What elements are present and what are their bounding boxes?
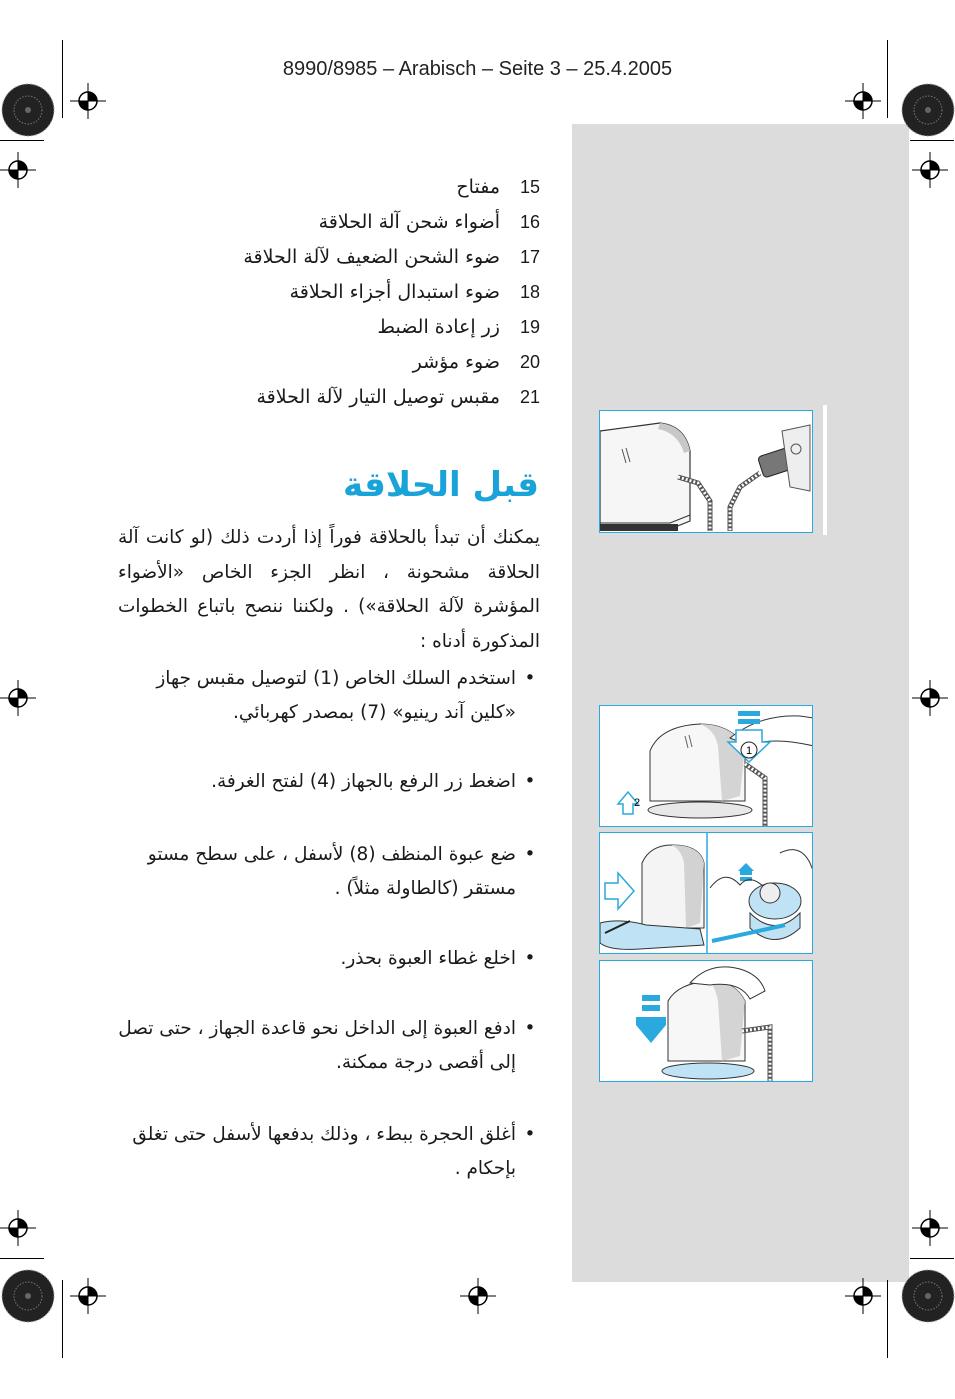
part-number: 21 [519,387,540,407]
step-item [105,1118,540,1186]
part-number: 17 [519,247,540,267]
registration-mark-icon [0,152,36,188]
step-item [105,662,540,730]
print-header: 8990/8985 – Arabisch – Seite 3 – 25.4.2005 [282,58,673,80]
registration-mark-icon [0,680,36,716]
bullet: • [524,844,536,865]
registration-mark-icon [912,1210,948,1246]
figure-shadow [823,405,827,535]
parts-list [240,170,540,415]
figure-cartridge-placement [599,832,813,954]
part-label: ضوء الشحن الضعيف لآلة الحلاقة [243,246,500,268]
registration-mark-icon [70,83,106,119]
figure-power-connection [599,410,813,533]
bullet: • [524,1124,536,1145]
parts-list-item [240,170,540,205]
crop-mark [0,140,44,141]
power-plug-illustration [600,411,813,533]
step-item [105,838,540,906]
figure-label: 2 [634,797,641,809]
rosette-target-icon [900,1268,955,1324]
step-text: استخدم السلك الخاص (1) لتوصيل مقبس جهاز «كلين آند رينيو» (7) بمصدر كهربائي. [156,668,516,723]
part-label: مقبس توصيل التيار لآلة الحلاقة [256,386,500,408]
registration-mark-icon [0,1210,36,1246]
lift-button-illustration [600,706,813,827]
step-item [105,942,540,976]
bullet: • [524,771,536,792]
bullet: • [524,668,536,689]
step-item [105,765,540,799]
registration-mark-icon [912,152,948,188]
registration-mark-icon [70,1278,106,1314]
figure-lift-button [599,705,813,827]
part-number: 16 [519,212,540,232]
part-label: ضوء استبدال أجزاء الحلاقة [289,281,500,303]
close-chamber-illustration [600,961,813,1082]
parts-list-item [240,205,540,240]
registration-mark-icon [845,83,881,119]
section-title: قبل الحلاقة [343,465,539,505]
crop-mark [62,1280,63,1358]
step-text: اضغط زر الرفع بالجهاز (4) لفتح الغرفة. [211,771,516,792]
bullet: • [524,1018,536,1039]
part-number: 15 [519,177,540,197]
crop-mark [887,40,888,118]
step-text: اخلع غطاء العبوة بحذر. [340,948,516,969]
registration-mark-icon [845,1278,881,1314]
part-label: زر إعادة الضبط [377,316,500,338]
cartridge-illustration [600,833,813,954]
parts-list-item [240,310,540,345]
crop-mark [887,1280,888,1358]
registration-mark-icon [912,680,948,716]
step-text: أغلق الحجرة ببطء ، وذلك بدفعها لأسفل حتى تغلق بإحكام . [132,1124,516,1179]
parts-list-item [240,345,540,380]
step-text: ضع عبوة المنظف (8) لأسفل ، على سطح مستو مستقر (كالطاولة مثلاً) . [147,844,516,899]
crop-mark [62,40,63,118]
part-number: 18 [519,282,540,302]
step-text: ادفع العبوة إلى الداخل نحو قاعدة الجهاز ، حتى تصل إلى أقصى درجة ممكنة. [118,1018,516,1073]
rosette-target-icon [0,82,56,138]
part-label: ضوء مؤشر [412,351,500,373]
part-number: 19 [519,317,540,337]
part-label: مفتاح [456,176,500,198]
crop-mark [910,140,954,141]
crop-mark [0,1258,44,1259]
parts-list-item [240,380,540,415]
part-label: أضواء شحن آلة الحلاقة [318,211,500,233]
rosette-target-icon [900,82,955,138]
parts-list-item [240,240,540,275]
figure-label: 1 [745,745,753,757]
rosette-target-icon [0,1268,56,1324]
bullet: • [524,948,536,969]
parts-list-item [240,275,540,310]
registration-mark-icon [460,1278,496,1314]
illustration-column [572,124,909,1282]
figure-close-chamber [599,960,813,1082]
step-item [105,1012,540,1080]
part-number: 20 [519,352,540,372]
crop-mark [910,1258,954,1259]
intro-paragraph: يمكنك أن تبدأ بالحلاقة فوراً إذا أردت ذلك (لو كانت آلة الحلاقة مشحونة ، انظر الجزء الخاص «الأضواء المؤشرة لآلة الحلاقة») . ولكننا ننصح باتباع الخطوات المذكورة أدناه : [118,527,540,652]
